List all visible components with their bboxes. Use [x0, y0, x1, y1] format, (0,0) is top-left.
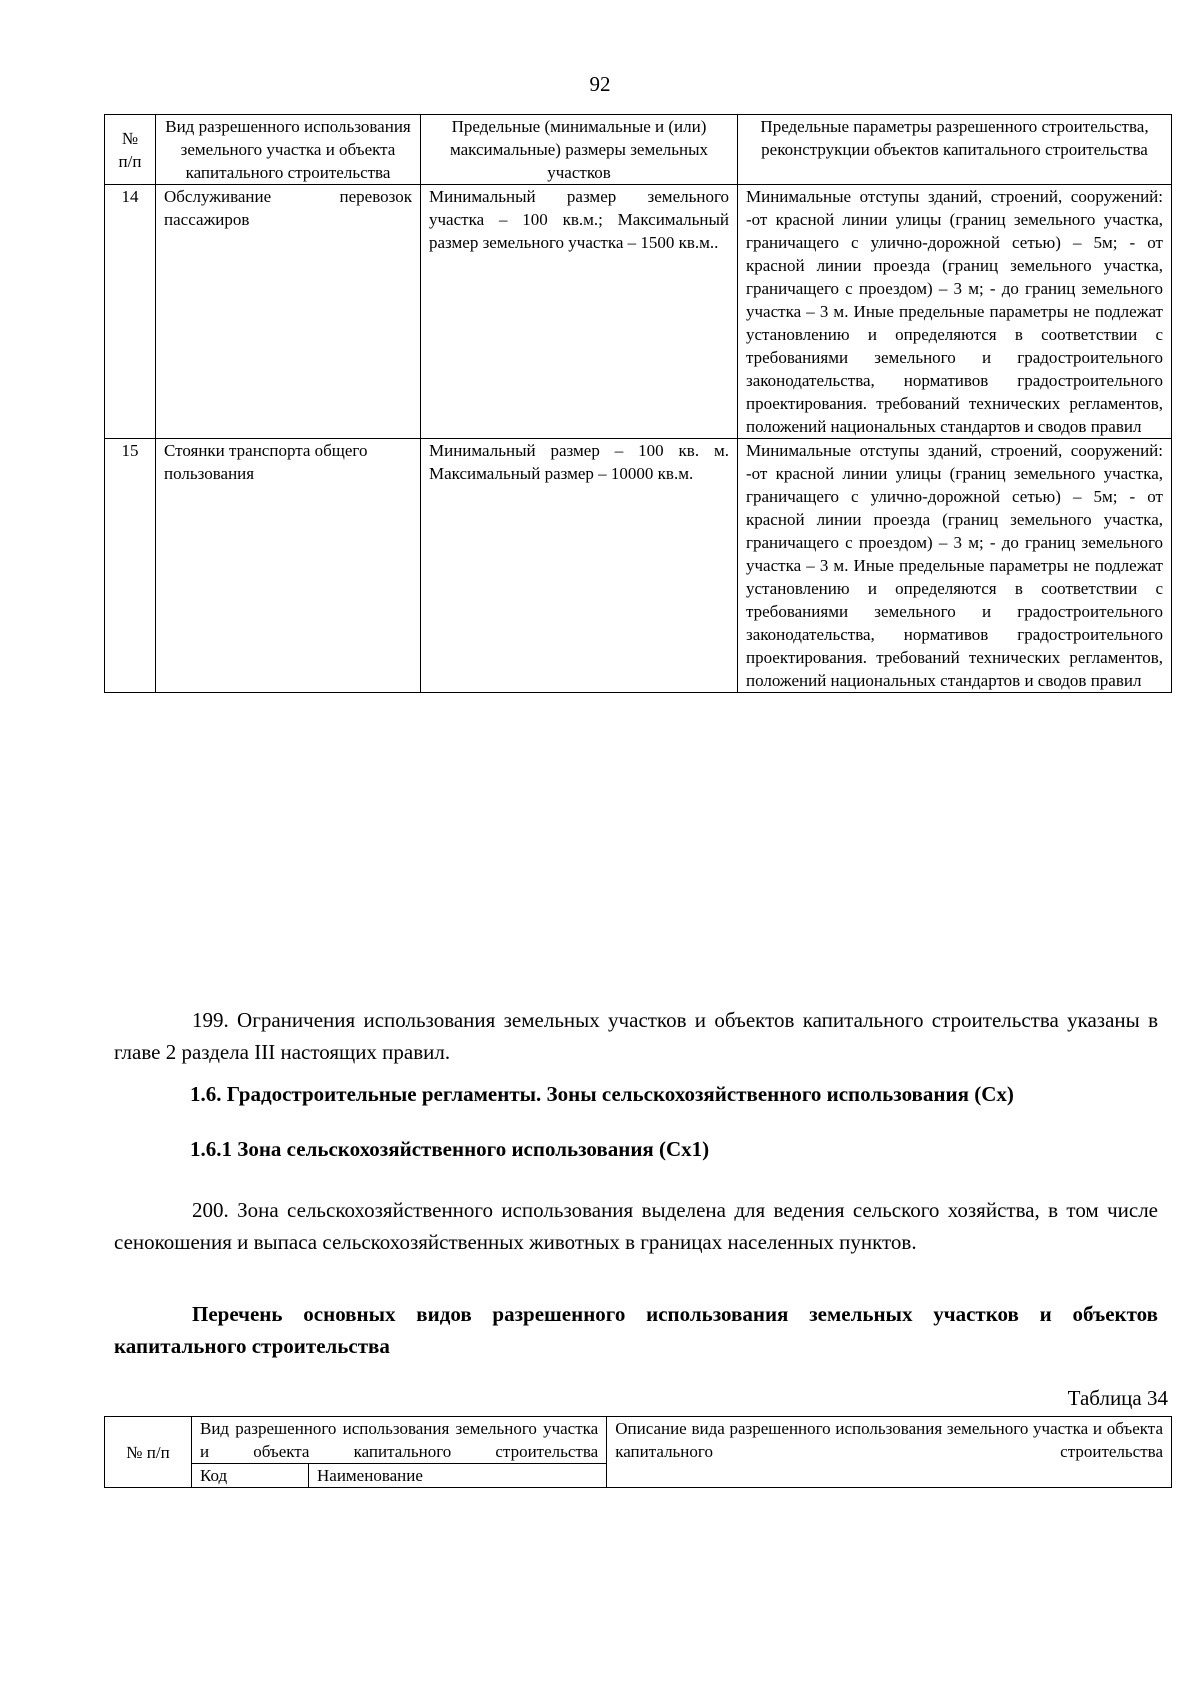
header-description: Описание вида разрешенного использования земельного участка и объекта капитального строительства: [607, 1417, 1172, 1488]
row-size: Минимальный размер земельного участка – 100 кв.м.; Максимальный размер земельного участка – 1500 кв.м..: [421, 185, 738, 439]
header-size: Предельные (минимальные и (или) максимальные) размеры земельных участков: [421, 115, 738, 185]
table-caption: Таблица 34: [1067, 1386, 1168, 1410]
header-num: № п/п: [105, 115, 156, 185]
section-heading-1-6: 1.6. Градостроительные регламенты. Зоны сельскохозяйственного использования (Сх): [190, 1082, 1014, 1106]
row-type: Обслуживание перевозок пассажиров: [156, 185, 421, 439]
table-header-row: [105, 115, 1172, 185]
row-size: Минимальный размер – 100 кв. м. Максимальный размер – 10000 кв.м.: [421, 439, 738, 693]
header-type: Вид разрешенного использования земельного участка и объекта капитального строительства: [192, 1417, 607, 1464]
row-params: Минимальные отступы зданий, строений, сооружений: -от красной линии улицы (границ земельного участка, граничащего с улично-дорожной сетью) – 5м; - от красной линии проезда (границ земельного участка, граничащего с проездом) – 3 м; - до границ земельного участка – 3 м. Иные предельные параметры не подлежат установлению и определяются в соответствии с требованиями земельного и градостроительного законодательства, нормативов градостроительного проектирования. требований технических регламентов, положений национальных стандартов и сводов правил: [738, 439, 1172, 693]
row-num: 15: [105, 439, 156, 693]
page-number: 92: [589, 72, 611, 96]
header-num: № п/п: [105, 1417, 192, 1488]
table-row: [105, 185, 1172, 439]
header-params: Предельные параметры разрешенного строительства, реконструкции объектов капитального строительства: [738, 115, 1172, 185]
header-name: Наименование: [309, 1464, 607, 1488]
header-code: Код: [192, 1464, 309, 1488]
row-type: Стоянки транспорта общего пользования: [156, 439, 421, 693]
paragraph-200: 200. Зона сельскохозяйственного использования выделена для ведения сельского хозяйства, в том числе сенокошения и выпаса сельскохозяйственных животных в границах населенных пунктов.: [114, 1198, 1158, 1254]
row-num: 14: [105, 185, 156, 439]
regulations-table: [104, 114, 1172, 693]
table-header-row: [105, 1417, 1172, 1464]
allowed-uses-table: [104, 1416, 1172, 1488]
header-type: Вид разрешенного использования земельного участка и объекта капитального строительства: [156, 115, 421, 185]
list-heading: Перечень основных видов разрешенного использования земельных участков и объектов капитального строительства: [114, 1302, 1158, 1358]
table-row: [105, 439, 1172, 693]
paragraph-199: 199. Ограничения использования земельных участков и объектов капитального строительства указаны в главе 2 раздела III настоящих правил.: [114, 1008, 1158, 1064]
section-heading-1-6-1: 1.6.1 Зона сельскохозяйственного использования (Сх1): [190, 1137, 710, 1161]
row-params: Минимальные отступы зданий, строений, сооружений: -от красной линии улицы (границ земельного участка, граничащего с улично-дорожной сетью) – 5м; - от красной линии проезда (границ земельного участка, граничащего с проездом) – 3 м; - до границ земельного участка – 3 м. Иные предельные параметры не подлежат установлению и определяются в соответствии с требованиями земельного и градостроительного законодательства, нормативов градостроительного проектирования. требований технических регламентов, положений национальных стандартов и сводов правил: [738, 185, 1172, 439]
